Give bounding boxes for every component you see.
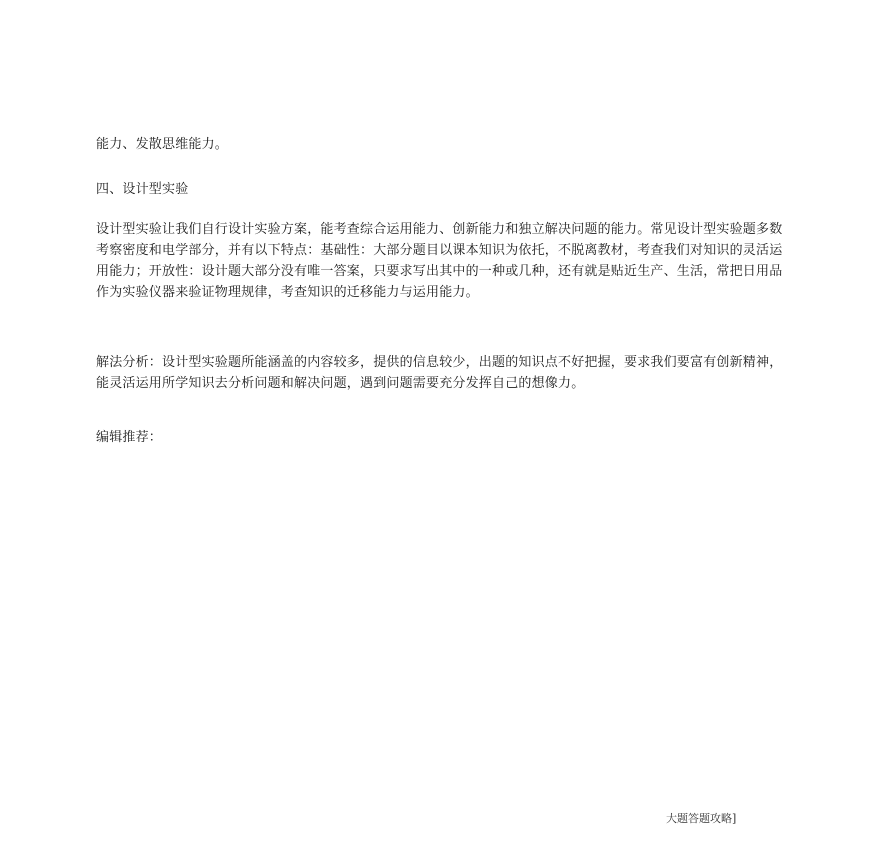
footer-link-text: 大题答题攻略] xyxy=(666,812,737,825)
intro-line: 能力、发散思维能力。 xyxy=(96,137,229,152)
paragraph-solution-analysis: 解法分析：设计型实验题所能涵盖的内容较多，提供的信息较少，出题的知识点不好把握，要求我们要富有创新精神，能灵活运用所学知识去分析问题和解决问题，遇到问题需要充分发挥自己的想像力。 xyxy=(96,355,783,391)
paragraph-design-experiment: 设计型实验让我们自行设计实验方案，能考查综合运用能力、创新能力和独立解决问题的能力。常见设计型实验题多数考察密度和电学部分，并有以下特点：基础性：大部分题目以课本知识为依托，不脱离教材，考查我们对知识的灵活运用能力；开放性：设计题大部分没有唯一答案，只要求写出其中的一种或几种，还有就是贴近生产、生活，常把日用品作为实验仪器来验证物理规律，考查知识的迁移能力与运用能力。 xyxy=(96,222,783,300)
editor-recommend-label: 编辑推荐： xyxy=(96,430,163,445)
section-heading: 四、设计型实验 xyxy=(96,182,189,197)
